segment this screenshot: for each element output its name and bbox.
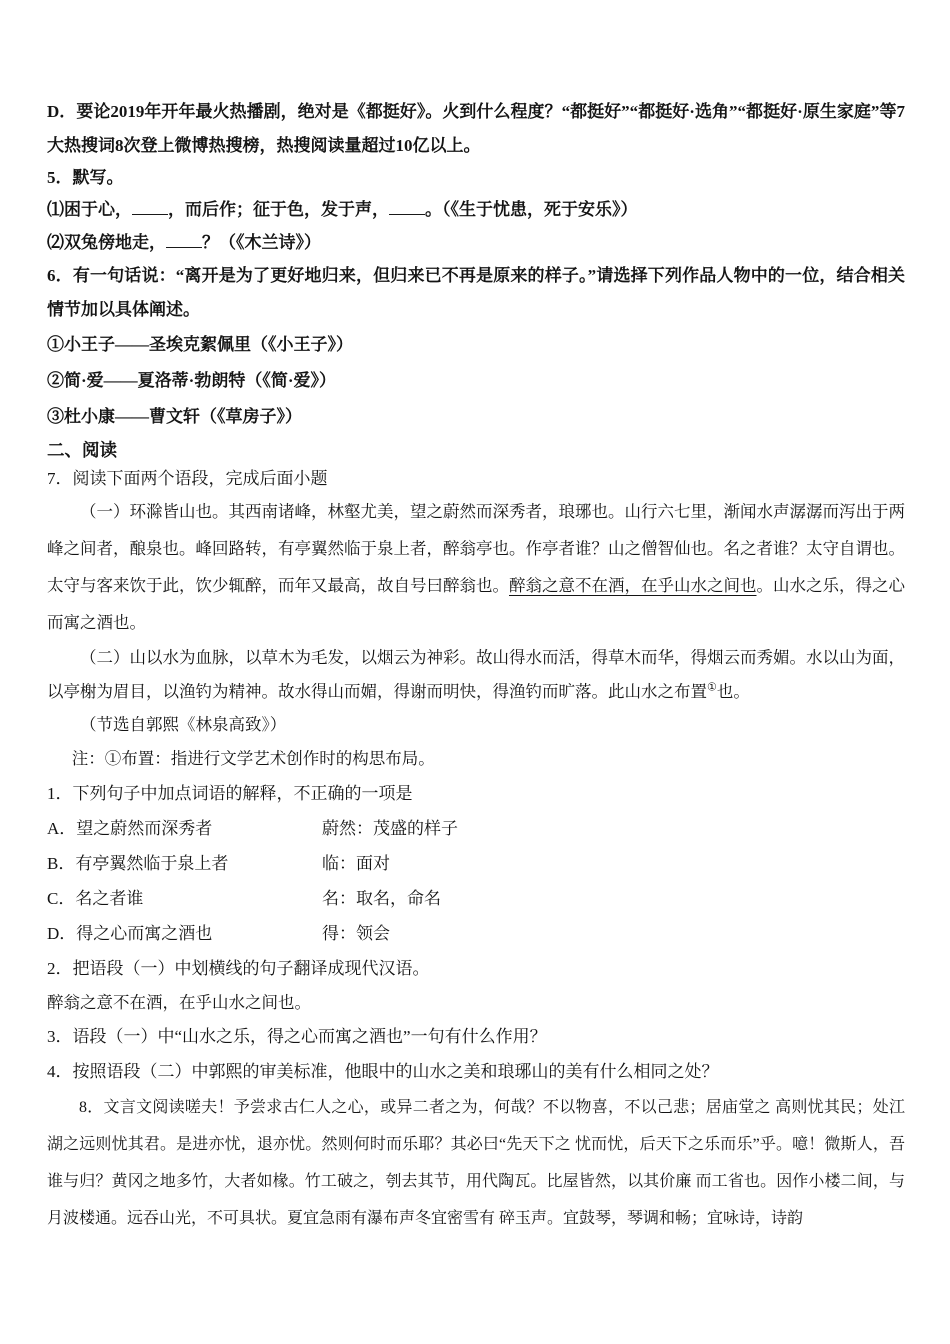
q7-sub3-stem: 3．语段（一）中“山水之乐，得之心而寓之酒也”一句有什么作用？ xyxy=(47,1027,547,1046)
passage-1-text: （一）环滁皆山也。其西南诸峰，林壑尤美，望之蔚然而深秀者，琅琊也。山行六七里，渐闻水声潺潺而泻出于两峰之间者，酿泉也。峰回路转，有亭翼然临于泉上者，醉翁亭也。作亭者谁？山之僧智仙也。名之者谁？太守自谓也。太守与客来饮于此，饮少辄醉，而年又最高，故自号曰醉翁也。 xyxy=(47,502,905,595)
passage-1-tail: 。山水之乐，得之心而寓之酒也。 xyxy=(47,576,905,632)
option-c-text: 名之者谁 xyxy=(75,889,144,908)
blank-line xyxy=(389,197,425,215)
option-a-explanation: 蔚然：茂盛的样子 xyxy=(322,819,458,838)
passage-2-text: （二）山以水为血脉，以草木为毛发，以烟云为神彩。故山得水而活，得草木而华，得烟云而秀媚。水以山为面，以亭榭为眉目，以渔钓为精神。故水得山而媚，得谢而明快，得渔钓而旷落。此山水之布置 xyxy=(47,648,905,701)
option-c-explanation: 名：取名，命名 xyxy=(322,889,441,908)
q5-item-1-pre: ⑴困于心， xyxy=(47,200,132,219)
section-heading-reading: 二、阅读 xyxy=(47,440,117,460)
q5-item-2-pre: ⑵双兔傍地走， xyxy=(47,233,166,252)
choice-d-paragraph: D．要论2019年开年最火热播剧，绝对是《都挺好》。火到什么程度？“都挺好”“都挺好·选角”“都挺好·原生家庭”等7大热搜词8次登上微博热搜榜，热搜阅读量超过10亿以上。 xyxy=(47,102,905,155)
q5-item-2 xyxy=(47,226,905,259)
q7-sub1-option-a xyxy=(47,811,905,846)
passage-2 xyxy=(47,641,905,709)
q5-item-2-post: ？（《木兰诗》） xyxy=(202,233,321,252)
q5-item-1-mid: ，而后作；征于色，发于声， xyxy=(168,200,389,219)
q7-intro: 7．阅读下面两个语段，完成后面小题 xyxy=(47,469,328,488)
option-d-explanation: 得：领会 xyxy=(322,924,390,943)
option-b-sentence xyxy=(47,846,322,881)
q7-sub1-option-c xyxy=(47,881,905,916)
q6-stem: 6．有一句话说：“离开是为了更好地归来，但归来已不再是原来的样子。”请选择下列作品人物中的一位，结合相关情节加以具体阐述。 xyxy=(47,266,905,319)
passage-source: （节选自郭熙《林泉高致》） xyxy=(80,715,287,734)
option-c-sentence xyxy=(47,881,322,916)
option-b-text: 有亭翼然临于泉上者 xyxy=(75,854,229,873)
option-d-label: D． xyxy=(47,924,77,943)
q5-item-1 xyxy=(47,193,905,226)
option-a-label: A． xyxy=(47,819,77,838)
q8-passage: 8．文言文阅读嗟夫！予尝求古仁人之心，或异二者之为，何哉？不以物喜，不以己悲；居庙堂之 高则忧其民；处江湖之远则忧其君。是进亦忧，退亦忧。然则何时而乐耶？其必曰“先天下之 忧而忧，后天下之乐而乐”乎。噫！微斯人，吾谁与归？黄冈之地多竹，大者如椽。竹工破之，刳去其节，用代陶瓦。比屋皆然，以其价廉 而工省也。因作小楼二间，与月波楼通。远吞山光，不可具状。夏宜急雨有瀑布声冬宜密雪有 碎玉声。宜鼓琴，琴调和畅；宜咏诗，诗韵 xyxy=(47,1099,905,1227)
option-b-label: B． xyxy=(47,854,76,873)
q5-title: 5．默写。 xyxy=(47,168,124,187)
footnote-marker: ① xyxy=(707,681,717,694)
blank-line xyxy=(132,197,168,215)
option-a-text: 望之蔚然而深秀者 xyxy=(76,819,213,838)
option-a-sentence xyxy=(47,811,322,846)
passage-1 xyxy=(47,493,905,641)
passage-note: 注：①布置：指进行文学艺术创作时的构思布局。 xyxy=(71,749,435,768)
q6-choice-3: ③杜小康——曹文轩（《草房子》） xyxy=(47,407,302,426)
q7-sub1-stem: 1．下列句子中加点词语的解释，不正确的一项是 xyxy=(47,784,413,803)
blank-line xyxy=(166,230,202,248)
option-b-explanation: 临：面对 xyxy=(322,854,390,873)
q5-item-1-post: 。（《生于忧患，死于安乐》） xyxy=(425,200,638,219)
q7-sub2-sentence: 醉翁之意不在酒，在乎山水之间也。 xyxy=(47,993,311,1012)
q7-sub2-stem: 2．把语段（一）中划横线的句子翻译成现代汉语。 xyxy=(47,959,430,978)
option-d-sentence xyxy=(47,916,322,951)
option-c-label: C． xyxy=(47,889,76,908)
q7-sub4-stem: 4．按照语段（二）中郭熙的审美标准，他眼中的山水之美和琅琊山的美有什么相同之处？ xyxy=(47,1062,719,1081)
q7-sub1-option-d xyxy=(47,916,905,951)
passage-2-tail: 也。 xyxy=(716,682,750,701)
option-d-text: 得之心而寓之酒也 xyxy=(76,924,213,943)
q6-choice-2: ②简·爱——夏洛蒂·勃朗特（《简·爱》） xyxy=(47,371,337,390)
q7-sub1-option-b xyxy=(47,846,905,881)
passage-1-underlined-sentence: 醉翁之意不在酒，在乎山水之间也 xyxy=(509,576,757,595)
q6-choice-1: ①小王子——圣埃克絮佩里（《小王子》） xyxy=(47,335,353,354)
